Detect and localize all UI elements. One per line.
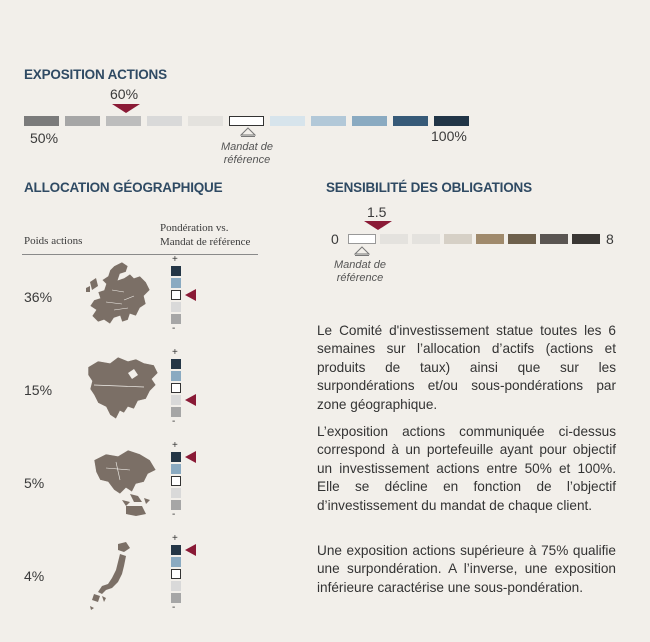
- bonds-mandat-line2: référence: [336, 272, 384, 284]
- geo-scale-box: [171, 278, 181, 288]
- equity-left-label: 50%: [30, 130, 59, 146]
- bonds-scale-segment: [540, 234, 568, 244]
- geo-scale-box: [171, 302, 181, 312]
- bonds-scale-segment: [444, 234, 472, 244]
- geo-scale-box: [171, 488, 181, 498]
- geo-scale-plus: +: [172, 533, 178, 544]
- equity-mandat-line2: référence: [223, 154, 271, 166]
- geo-scale-box: [171, 476, 181, 486]
- equity-scale-segment: [229, 116, 264, 126]
- geo-scale-minus: -: [172, 416, 176, 427]
- geo-scale-box: [171, 266, 181, 276]
- bonds-scale-segment: [476, 234, 504, 244]
- geo-col-ponderation-line1: Pondération vs.: [160, 222, 229, 234]
- bonds-mandat-marker-icon: [354, 246, 370, 256]
- geo-scale-box: [171, 290, 181, 300]
- japan-map-icon: [88, 540, 140, 610]
- equity-mandat-label: [212, 141, 282, 167]
- bonds-scale-segment: [348, 234, 376, 244]
- north-america-map-icon: [84, 353, 162, 423]
- geo-weight-europe: 36%: [24, 289, 53, 305]
- equity-marker-label: 60%: [110, 86, 139, 102]
- mandat-marker-icon: [240, 127, 256, 137]
- equity-mandat-line1: Mandat de: [221, 141, 273, 153]
- europe-map-icon: [84, 260, 156, 328]
- bonds-mandat-label: [325, 259, 395, 285]
- geo-scale-plus: +: [172, 347, 178, 358]
- paragraph-1: Le Comité d'investissement statue toutes les 6 semaines sur l’allocation d’actifs (actions et produits de taux) ainsi que sur les surpondérations et/ou sous-pondérations par zone géographique.: [317, 323, 616, 412]
- bonds-left-label: 0: [331, 231, 339, 247]
- geo-scale-plus: +: [172, 254, 178, 265]
- geo-header-divider: [22, 254, 258, 255]
- bonds-scale-segment: [572, 234, 600, 244]
- equity-scale-segment: [311, 116, 346, 126]
- geo-scale-minus: -: [172, 509, 176, 520]
- bonds-marker-arrow: [364, 221, 392, 231]
- geo-col-weight: Poids actions: [24, 235, 83, 247]
- bonds-scale-segment: [508, 234, 536, 244]
- geo-scale-minus: -: [172, 323, 176, 334]
- geo-scale-minus: -: [172, 602, 176, 613]
- geo-level-arrow: [185, 544, 197, 556]
- geo-scale-box: [171, 569, 181, 579]
- geo-weight-asia: 5%: [24, 475, 45, 491]
- geo-weight-north-america: 15%: [24, 382, 53, 398]
- geo-scale-box: [171, 464, 181, 474]
- geo-level-arrow: [185, 394, 197, 406]
- equity-scale-segment: [188, 116, 223, 126]
- bonds-marker-label: 1.5: [367, 204, 387, 220]
- equity-scale-segment: [147, 116, 182, 126]
- geo-col-ponderation-line2: Mandat de référence: [160, 236, 251, 248]
- equity-title: EXPOSITION ACTIONS: [24, 67, 167, 82]
- geo-scale-box: [171, 395, 181, 405]
- bonds-right-label: 8: [606, 231, 614, 247]
- geo-scale-box: [171, 452, 181, 462]
- geo-level-arrow: [185, 451, 197, 463]
- geo-title: ALLOCATION GÉOGRAPHIQUE: [24, 180, 223, 195]
- geo-col-ponderation: [160, 221, 250, 249]
- geo-scale-box: [171, 371, 181, 381]
- equity-scale-segment: [106, 116, 141, 126]
- geo-weight-japan: 4%: [24, 568, 45, 584]
- equity-scale-segment: [24, 116, 59, 126]
- geo-scale-box: [171, 359, 181, 369]
- bonds-mandat-line1: Mandat de: [334, 259, 386, 271]
- geo-scale-plus: +: [172, 440, 178, 451]
- geo-level-arrow: [185, 289, 197, 301]
- paragraph-2: L’exposition actions communiquée ci-dessus correspond à un portefeuille ayant pour objectif un investissement actions entre 50% et 100%. Elle se décline en fonction de l’objectif d’investissement du mandat de chaque client.: [317, 424, 616, 513]
- bonds-scale-segment: [412, 234, 440, 244]
- asia-map-icon: [86, 444, 160, 518]
- paragraph-3: Une exposition actions supérieure à 75% qualifie une surpondération. A l’inverse, une exposition inférieure caractérise une sous-pondération.: [317, 543, 616, 595]
- equity-marker-arrow: [112, 104, 140, 114]
- bonds-scale-segment: [380, 234, 408, 244]
- geo-scale-box: [171, 557, 181, 567]
- equity-scale-segment: [352, 116, 387, 126]
- equity-right-label: 100%: [431, 128, 467, 144]
- geo-scale-box: [171, 581, 181, 591]
- geo-scale-box: [171, 383, 181, 393]
- geo-scale-box: [171, 545, 181, 555]
- equity-scale-segment: [65, 116, 100, 126]
- equity-scale-segment: [434, 116, 469, 126]
- equity-scale-segment: [270, 116, 305, 126]
- equity-scale-segment: [393, 116, 428, 126]
- bonds-title: SENSIBILITÉ DES OBLIGATIONS: [326, 180, 532, 195]
